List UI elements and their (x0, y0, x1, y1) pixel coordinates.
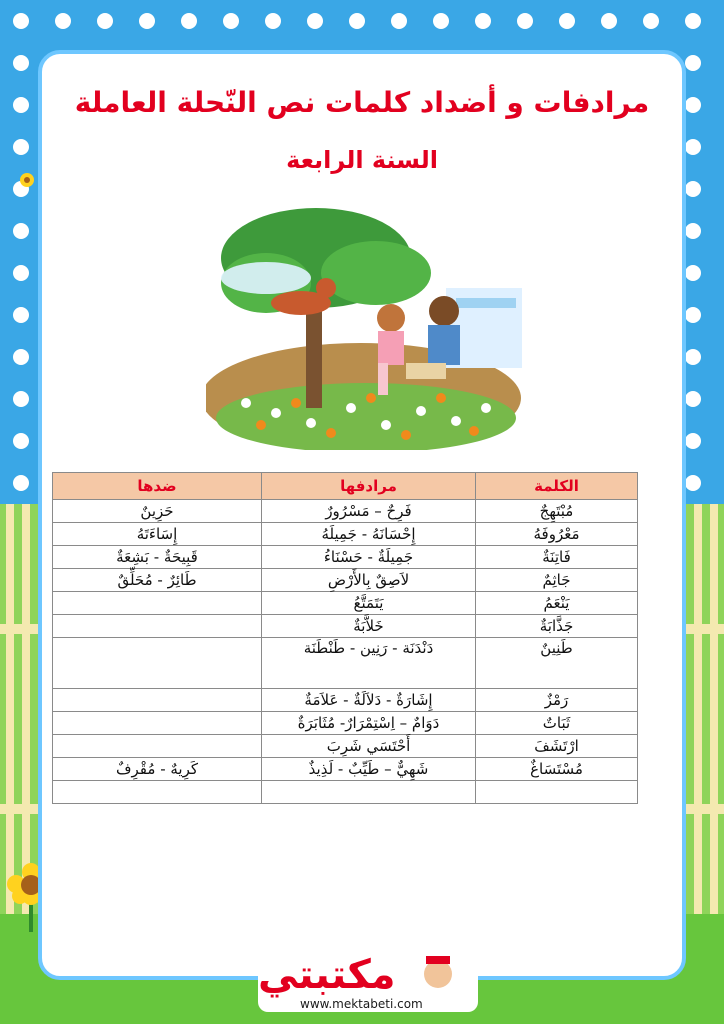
table-row (53, 569, 638, 592)
cell-antonym (53, 735, 262, 758)
table-body (53, 500, 638, 804)
cell-synonym: دَنْدَنَة - رَنِين - طَنْطَنَة (262, 638, 476, 689)
cell-word: فَاتِنَةٌ (476, 546, 638, 569)
table-row (53, 689, 638, 712)
table-row (53, 735, 638, 758)
table-row (53, 758, 638, 781)
cell-antonym: طَائِرٌ - مُحَلِّقٌ (53, 569, 262, 592)
cell-antonym: حَزِينٌ (53, 500, 262, 523)
cell-antonym: كَرِيهٌ - مُقْرِفٌ (53, 758, 262, 781)
table-row (53, 592, 638, 615)
logo-text: مكتبتي (258, 952, 396, 998)
cell-synonym: إِحْسَانَهُ - جَمِيلَهُ (262, 523, 476, 546)
cell-word: ارْتَشَفَ (476, 735, 638, 758)
header-synonym: مرادفها (262, 473, 476, 500)
bee-and-children-illustration (206, 203, 522, 450)
header-word: الكلمة (476, 473, 638, 500)
cell-synonym: إِشَارَةٌ - دَلاَلَةٌ - عَلاَمَةٌ (262, 689, 476, 712)
header-antonym: ضدها (53, 473, 262, 500)
cell-word: مُبْتَهِجٌ (476, 500, 638, 523)
page-title: مرادفات و أضداد كلمات نص النّحلة العاملة (74, 86, 650, 119)
table-row (53, 638, 638, 689)
table-row (53, 781, 638, 804)
cell-word: يَنْعَمُ (476, 592, 638, 615)
cell-synonym: خَلاَّبَةٌ (262, 615, 476, 638)
small-flower-icon (16, 172, 38, 188)
cell-word: طَنِينٌ (476, 638, 638, 689)
cell-synonym: أَحْتَسَي شَرِبَ (262, 735, 476, 758)
cell-synonym: جَمِيلَةٌ - حَسْنَاءُ (262, 546, 476, 569)
cell-word: جَذَّابَةٌ (476, 615, 638, 638)
cell-antonym (53, 638, 262, 689)
cell-antonym: إِسَاءَتَهُ (53, 523, 262, 546)
cell-antonym: قَبِيحَةٌ - بَشِعَةٌ (53, 546, 262, 569)
table-row (53, 712, 638, 735)
cell-synonym: فَرِحٌ – مَسْرُورٌ (262, 500, 476, 523)
vocabulary-table (52, 472, 638, 804)
cell-antonym (53, 615, 262, 638)
cell-synonym (262, 781, 476, 804)
cell-synonym: شَهِيٌّ – طَيِّبٌ - لَذِيذٌ (262, 758, 476, 781)
cell-word: جَاثِمٌ (476, 569, 638, 592)
cell-antonym (53, 592, 262, 615)
cell-antonym (53, 689, 262, 712)
cell-word: مَعْرُوفَهُ (476, 523, 638, 546)
cell-antonym (53, 712, 262, 735)
table-header-row (53, 473, 638, 500)
cell-synonym: يَتَمَتَّعُ (262, 592, 476, 615)
cell-word: ثَبَاتٌ (476, 712, 638, 735)
page-subtitle: السنة الرابعة (286, 146, 438, 174)
cell-word: رَمْزٌ (476, 689, 638, 712)
table-row (53, 523, 638, 546)
table-row (53, 615, 638, 638)
logo-url: www.mektabeti.com (300, 997, 423, 1011)
cell-word (476, 781, 638, 804)
table-row (53, 500, 638, 523)
cell-synonym: دَوَامٌ – اِسْتِمْرَارٌ- مُثَابَرَةٌ (262, 712, 476, 735)
cell-antonym (53, 781, 262, 804)
table-row (53, 546, 638, 569)
cell-word: مُسْتَسَاغٌ (476, 758, 638, 781)
cell-synonym: لاَصِقٌ بِالأَرْضِ (262, 569, 476, 592)
